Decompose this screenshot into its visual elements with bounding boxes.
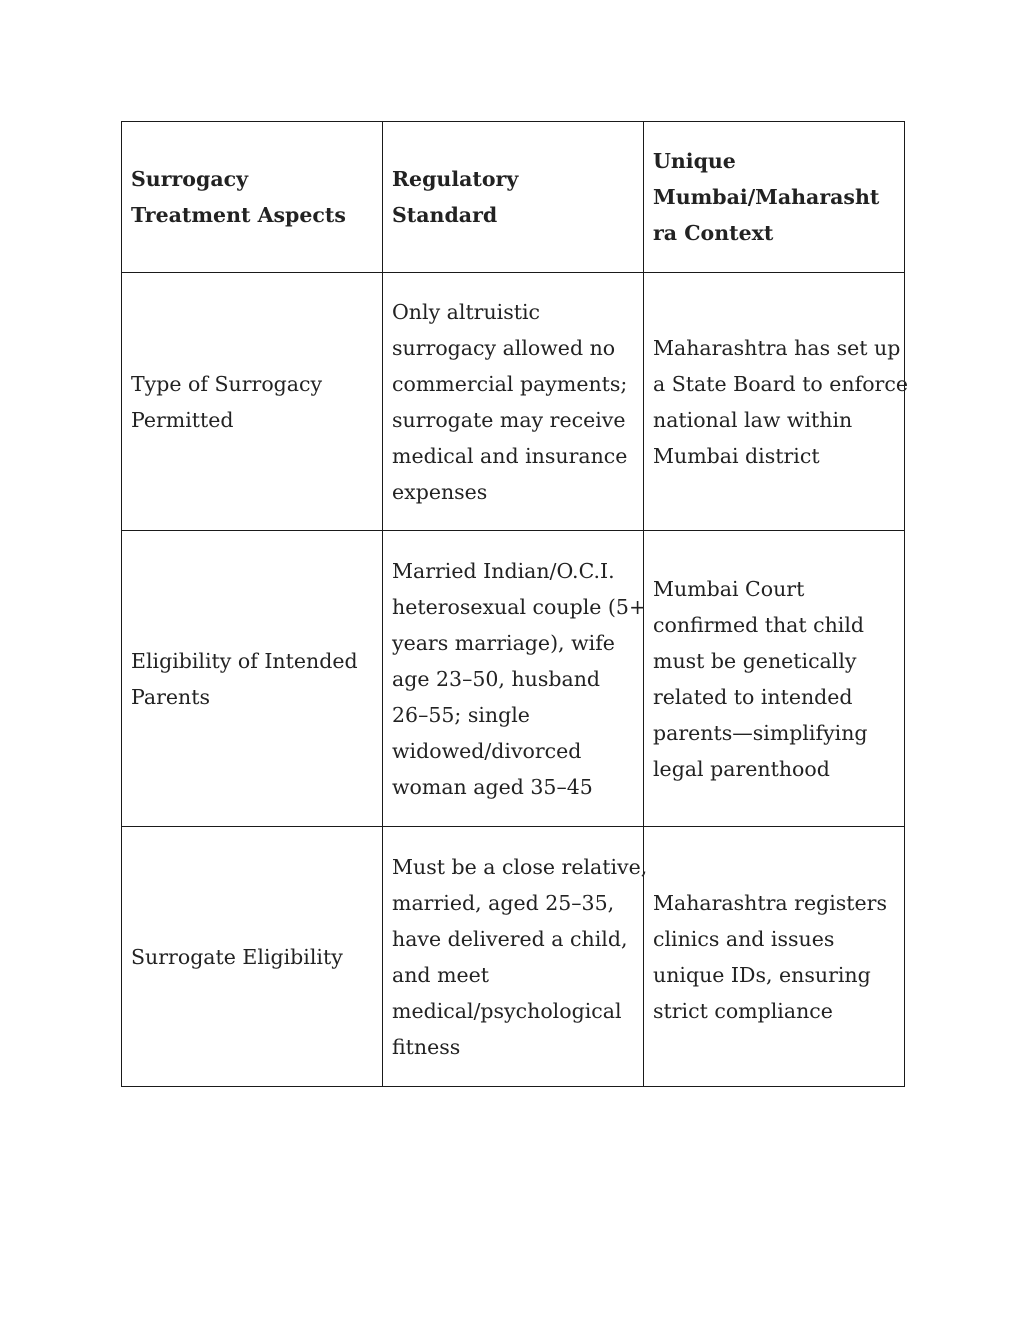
cell-aspect: Type of Surrogacy Permitted bbox=[122, 273, 383, 531]
table-row bbox=[122, 827, 905, 1087]
header-cell-aspects: Surrogacy Treatment Aspects bbox=[122, 122, 383, 273]
header-cell-context: Unique Mumbai/Maharasht ra Context bbox=[644, 122, 905, 273]
cell-aspect: Surrogate Eligibility bbox=[122, 827, 383, 1087]
cell-aspect: Eligibility of Intended Parents bbox=[122, 531, 383, 827]
table-row bbox=[122, 273, 905, 531]
table-row bbox=[122, 531, 905, 827]
table-header-row bbox=[122, 122, 905, 273]
cell-context: Mumbai Court confirmed that child must be genetically related to intended parents—simplifying legal parenthood bbox=[644, 531, 905, 827]
header-cell-standard: Regulatory Standard bbox=[383, 122, 644, 273]
cell-standard: Only altruistic surrogacy allowed no commercial payments; surrogate may receive medical and insurance expenses bbox=[383, 273, 644, 531]
cell-context: Maharashtra registers clinics and issues unique IDs, ensuring strict compliance bbox=[644, 827, 905, 1087]
cell-standard: Must be a close relative, married, aged 25–35, have delivered a child, and meet medical/psychological fitness bbox=[383, 827, 644, 1087]
cell-context: Maharashtra has set up a State Board to enforce national law within Mumbai district bbox=[644, 273, 905, 531]
surrogacy-comparison-table bbox=[121, 121, 908, 1087]
cell-standard: Married Indian/O.C.I. heterosexual couple (5+ years marriage), wife age 23–50, husband 26–55; single widowed/divorced woman aged 35–45 bbox=[383, 531, 644, 827]
